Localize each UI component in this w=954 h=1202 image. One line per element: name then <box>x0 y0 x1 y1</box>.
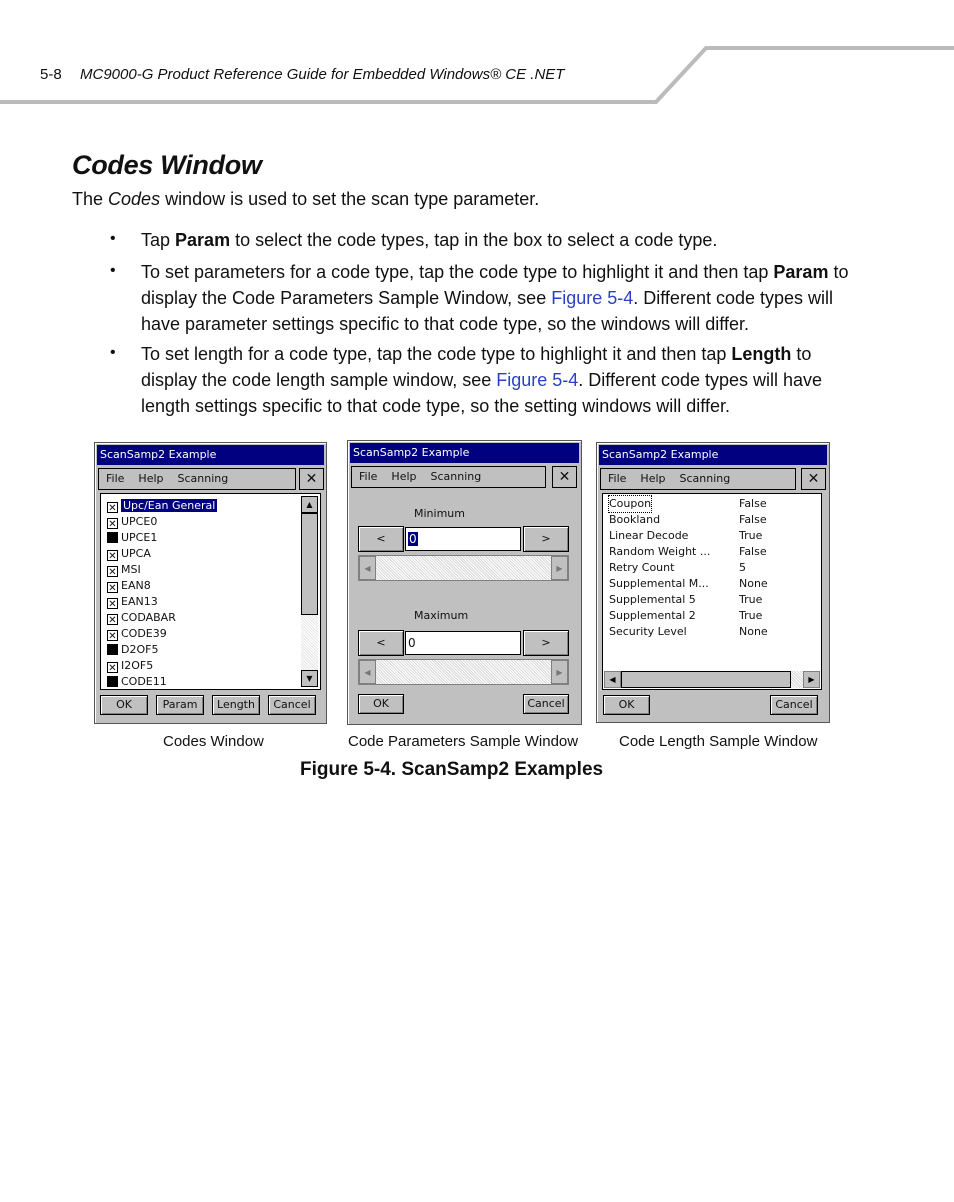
property-row[interactable] <box>609 576 815 592</box>
property-row[interactable] <box>609 592 815 608</box>
property-name: Retry Count <box>609 561 675 574</box>
page-number: 5-8 <box>40 66 62 83</box>
unchecked-box-icon[interactable] <box>107 532 118 543</box>
minimum-field[interactable]: 0 <box>405 527 521 551</box>
code-list-item[interactable] <box>107 546 151 562</box>
param-window <box>347 440 582 725</box>
close-button[interactable]: ✕ <box>801 468 826 490</box>
section-title: Codes Window <box>72 150 262 180</box>
cancel-button[interactable]: Cancel <box>770 695 818 715</box>
menu-scanning[interactable]: Scanning <box>679 472 731 485</box>
menu-file[interactable]: File <box>106 472 125 485</box>
unchecked-box-icon[interactable] <box>107 676 118 687</box>
document-title: MC9000-G Product Reference Guide for Embedded Windows® CE .NET <box>80 66 565 83</box>
window-title: ScanSamp2 Example <box>599 445 827 465</box>
property-row[interactable] <box>609 608 815 624</box>
property-name: Supplemental 2 <box>609 609 696 622</box>
figure-link[interactable]: Figure 5-4 <box>496 370 579 390</box>
code-label: UPCE0 <box>121 515 158 528</box>
property-row[interactable] <box>609 624 815 640</box>
minimum-slider[interactable] <box>358 555 569 581</box>
code-list-item[interactable] <box>107 578 151 594</box>
code-list-item[interactable] <box>107 626 167 642</box>
code-label: CODABAR <box>121 611 176 624</box>
cancel-button[interactable]: Cancel <box>268 695 316 715</box>
code-list-item[interactable] <box>107 642 158 658</box>
header-rule <box>0 0 954 110</box>
scroll-up-icon[interactable]: ▲ <box>301 496 318 513</box>
scroll-right-icon[interactable]: ▶ <box>551 660 568 684</box>
menu-help[interactable]: Help <box>391 470 417 483</box>
scroll-right-icon[interactable]: ▶ <box>803 671 820 688</box>
menu-help[interactable]: Help <box>138 472 164 485</box>
code-list-item[interactable] <box>107 658 153 674</box>
property-row[interactable] <box>609 544 815 560</box>
maximum-increment-button[interactable]: > <box>523 630 569 656</box>
code-label: UPCE1 <box>121 531 158 544</box>
property-name: Bookland <box>609 513 661 526</box>
bullet-2: To set parameters for a code type, tap the code type to highlight it and then tap Param to display the Code Parameters Sample Window, see Figure 5-4. Different code types will have parameter settings specific to that code type, so the windows will differ. <box>141 262 849 334</box>
menu-bar <box>600 468 796 490</box>
code-list-item[interactable] <box>107 530 157 546</box>
checked-box-icon[interactable]: ✕ <box>108 599 117 610</box>
scroll-left-icon[interactable]: ◀ <box>604 671 621 688</box>
ok-button[interactable]: OK <box>603 695 650 715</box>
window-title: ScanSamp2 Example <box>97 445 324 465</box>
property-value: False <box>739 545 767 558</box>
codes-window <box>94 442 327 724</box>
checked-box-icon[interactable]: ✕ <box>108 519 117 530</box>
code-label: MSI <box>121 563 141 576</box>
code-label: CODE11 <box>121 675 167 688</box>
property-value: None <box>739 577 768 590</box>
property-value: 5 <box>739 561 746 574</box>
menu-scanning[interactable]: Scanning <box>177 472 229 485</box>
scroll-thumb[interactable] <box>301 513 318 615</box>
property-value: False <box>739 513 767 526</box>
code-label: EAN8 <box>121 579 151 592</box>
bullet-1: Tap Param to select the code types, tap in the box to select a code type. <box>141 230 718 250</box>
intro-paragraph: The Codes window is used to set the scan type parameter. <box>72 189 540 209</box>
menu-help[interactable]: Help <box>640 472 666 485</box>
codes-window-caption: Codes Window <box>163 733 264 750</box>
property-name: Random Weight ... <box>609 545 711 558</box>
code-label: I2OF5 <box>121 659 154 672</box>
property-value: True <box>739 609 763 622</box>
figure-caption: Figure 5-4. ScanSamp2 Examples <box>300 759 604 780</box>
bullet-marker: • <box>110 344 116 361</box>
unchecked-box-icon[interactable] <box>107 644 118 655</box>
scroll-right-icon[interactable]: ▶ <box>551 556 568 580</box>
length-button[interactable]: Length <box>212 695 260 715</box>
checked-box-icon[interactable]: ✕ <box>108 503 117 514</box>
minimum-increment-button[interactable]: > <box>523 526 569 552</box>
horizontal-scrollbar[interactable] <box>604 671 820 688</box>
ok-button[interactable]: OK <box>358 694 404 714</box>
minimum-decrement-button[interactable]: < <box>358 526 404 552</box>
code-label: UPCA <box>121 547 151 560</box>
menu-bar <box>351 466 546 488</box>
property-name: Coupon <box>609 497 652 510</box>
bullet-marker: • <box>110 230 116 247</box>
vertical-scrollbar[interactable] <box>301 496 318 687</box>
scroll-thumb[interactable] <box>621 671 791 688</box>
code-list[interactable] <box>100 493 321 690</box>
property-name: Security Level <box>609 625 687 638</box>
length-window <box>596 442 830 723</box>
checked-box-icon[interactable]: ✕ <box>108 551 117 562</box>
code-list-item[interactable] <box>107 610 176 626</box>
scroll-down-icon[interactable]: ▼ <box>301 670 318 687</box>
param-window-caption: Code Parameters Sample Window <box>348 733 579 750</box>
close-button[interactable]: ✕ <box>552 466 577 488</box>
menu-bar <box>98 468 296 490</box>
maximum-decrement-button[interactable]: < <box>358 630 404 656</box>
cancel-button[interactable]: Cancel <box>523 694 569 714</box>
property-value: True <box>739 593 763 606</box>
property-name: Supplemental M... <box>609 577 709 590</box>
property-row[interactable] <box>609 496 815 512</box>
code-label: CODE39 <box>121 627 167 640</box>
code-list-item[interactable] <box>107 674 167 690</box>
menu-file[interactable]: File <box>608 472 627 485</box>
property-name: Linear Decode <box>609 529 689 542</box>
code-label: EAN13 <box>121 595 158 608</box>
property-value: True <box>739 529 763 542</box>
code-list-item[interactable] <box>107 562 141 578</box>
property-name: Supplemental 5 <box>609 593 696 606</box>
code-list-item[interactable] <box>107 594 158 610</box>
param-button[interactable]: Param <box>156 695 204 715</box>
property-row[interactable] <box>609 528 815 544</box>
ok-button[interactable]: OK <box>100 695 148 715</box>
checked-box-icon[interactable]: ✕ <box>108 631 117 642</box>
maximum-slider[interactable] <box>358 659 569 685</box>
length-window-caption: Code Length Sample Window <box>619 733 818 750</box>
checked-box-icon[interactable]: ✕ <box>108 663 117 674</box>
code-list-item[interactable] <box>107 498 217 514</box>
property-row[interactable] <box>609 560 815 576</box>
property-value: False <box>739 497 767 510</box>
bullet-marker: • <box>110 262 116 279</box>
code-label: D2OF5 <box>121 643 159 656</box>
property-list[interactable] <box>602 493 822 690</box>
window-title: ScanSamp2 Example <box>350 443 579 463</box>
checked-box-icon[interactable]: ✕ <box>108 567 117 578</box>
menu-scanning[interactable]: Scanning <box>430 470 482 483</box>
figure-link[interactable]: Figure 5-4 <box>551 288 634 308</box>
minimum-label: Minimum <box>414 507 465 520</box>
maximum-field[interactable]: 0 <box>405 631 521 655</box>
menu-file[interactable]: File <box>359 470 378 483</box>
scroll-left-icon[interactable]: ◀ <box>359 660 376 684</box>
close-button[interactable]: ✕ <box>299 468 324 490</box>
code-label: Upc/Ean General <box>123 499 216 512</box>
checked-box-icon[interactable]: ✕ <box>108 615 117 626</box>
property-row[interactable] <box>609 512 815 528</box>
property-value: None <box>739 625 768 638</box>
maximum-label: Maximum <box>414 609 469 622</box>
code-list-item[interactable] <box>107 514 157 530</box>
checked-box-icon[interactable]: ✕ <box>108 583 117 594</box>
bullet-3: To set length for a code type, tap the code type to highlight it and then tap Length to display the code length sample window, see Figure 5-4. Different code types will have length settings specific to that code type, so the setting windows will differ. <box>141 344 823 416</box>
scroll-left-icon[interactable]: ◀ <box>359 556 376 580</box>
